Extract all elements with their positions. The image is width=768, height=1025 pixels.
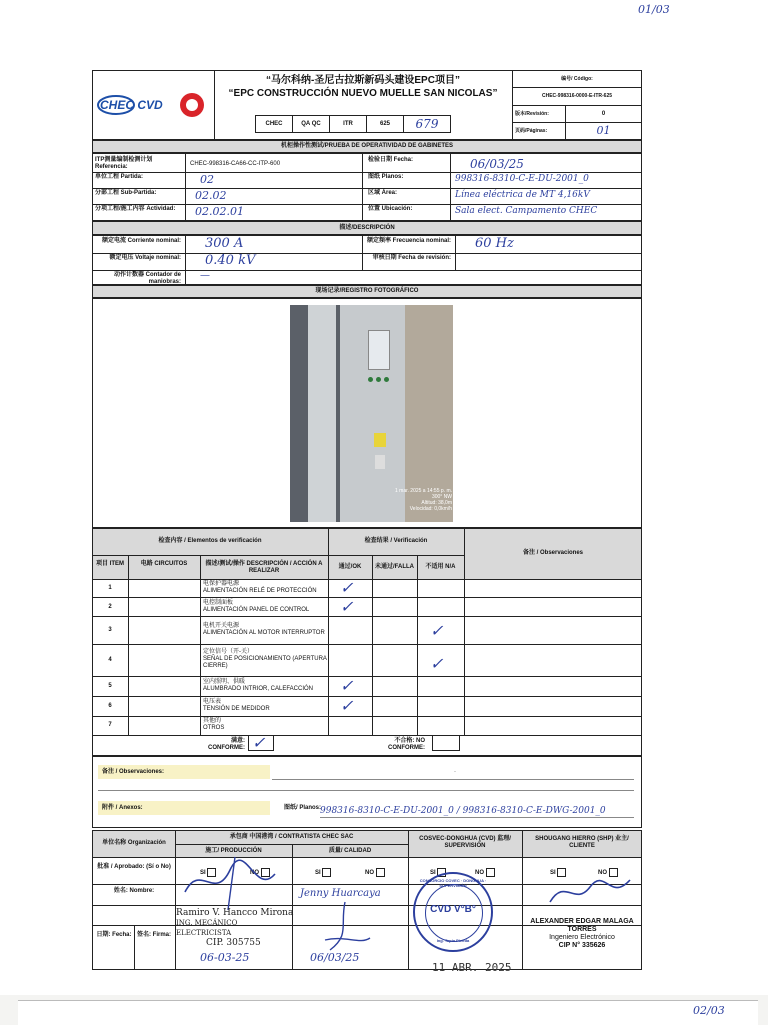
sup-no[interactable]: NO bbox=[475, 868, 495, 877]
cal-signature bbox=[315, 900, 375, 955]
prod-stamp: Ramiro V. Hancco Mirona ING. MECÁNICO ELECTRICISTA CIP. 305755 bbox=[176, 908, 294, 948]
col-desc: 描述/测试/操作 DESCRIPCIÓN / ACCIÓN A REALIZAR bbox=[205, 561, 323, 574]
cli-no[interactable]: NO bbox=[598, 868, 618, 877]
cal-si[interactable]: SI bbox=[315, 868, 331, 877]
contador-label: 动作计数器 Contador de maniobras: bbox=[114, 272, 181, 285]
paginas-label: 页码/Páginas: bbox=[515, 128, 548, 134]
nombre-label: 姓名: Nombre: bbox=[113, 888, 155, 894]
verif-header-mid: 检查结果 / Verificación bbox=[364, 538, 428, 544]
col-falla: 未通过/FALLA bbox=[375, 564, 414, 570]
anexos-label: 附件 / Anexos: bbox=[102, 805, 143, 811]
code-box-chec: CHEC bbox=[255, 115, 293, 133]
area-label: 区域 Área: bbox=[368, 190, 398, 196]
title-cn: “马尔科纳-圣尼古拉斯新码头建设EPC项目” bbox=[266, 75, 460, 86]
planos-value: 998316-8310-C-E-DU-2001_0 bbox=[455, 174, 589, 184]
prod-date: 06-03-25 bbox=[200, 951, 250, 964]
organizacion-label: 单位名称 Organización bbox=[102, 840, 166, 846]
aprobado-label: 批准 / Aprobado: (Sí o No) bbox=[97, 864, 171, 870]
actividad-value: 02.02.01 bbox=[195, 205, 244, 218]
contador-value: — bbox=[200, 270, 210, 281]
no-conforme-box bbox=[432, 735, 460, 751]
produccion-header: 施工/ PRODUCCIÓN bbox=[205, 848, 262, 854]
cliente-header: SHOUGANG HIERRO (SHP) 业主/ CLIENTE bbox=[535, 836, 629, 849]
cli-si[interactable]: SI bbox=[550, 868, 566, 877]
prod-si[interactable]: SI bbox=[200, 868, 216, 877]
row-4-item: 4 bbox=[108, 657, 112, 663]
voltaje-label: 额定电压 Voltaje nominal: bbox=[109, 255, 181, 261]
area-value: Línea eléctrica de MT 4,16kV bbox=[455, 190, 590, 200]
verif-header-left: 检查内容 / Elementos de verificación bbox=[158, 538, 262, 544]
subpartida-label: 分部工程 Sub-Partida: bbox=[95, 190, 157, 196]
corriente-value: 300 A bbox=[205, 236, 244, 251]
subpartida-value: 02.02 bbox=[195, 189, 227, 202]
cabinet-photo bbox=[290, 305, 453, 522]
fecha-sig-label: 日期: Fecha: bbox=[96, 932, 132, 938]
prod-no[interactable]: NO bbox=[250, 868, 270, 877]
frecuencia-value: 60 Hz bbox=[475, 236, 514, 251]
frecuencia-label: 额定频率 Frecuencia nominal: bbox=[366, 238, 451, 244]
row-4-desc: 定位信号（开-关） SEÑAL DE POSICIONAMIENTO (APERTURA CIERRE) bbox=[203, 649, 327, 669]
next-page-number: 02/03 bbox=[693, 1004, 725, 1017]
col-na: 不适用 N/A bbox=[425, 564, 456, 570]
conforme-check: ✓ bbox=[252, 735, 266, 752]
voltaje-value: 0.40 kV bbox=[205, 253, 256, 268]
fecha-label: 检验日期 Fecha: bbox=[368, 157, 414, 163]
code-box-itr: ITR bbox=[330, 115, 367, 133]
row-5-ok-check: ✓ bbox=[340, 678, 354, 695]
descripcion-title: 描述/DESCRIPCIÓN bbox=[339, 225, 395, 231]
fecha-revision-label: 审核日期 Fecha de revisión: bbox=[372, 255, 451, 261]
planos-label: 图纸 Planos: bbox=[368, 174, 404, 180]
anexos-planos-label: 图纸/ Planos: bbox=[284, 805, 322, 811]
referencia-label: ITP测量编制检测计划 Referencia: bbox=[95, 157, 153, 170]
ubicacion-value: Sala elect. Campamento CHEC bbox=[455, 206, 598, 216]
row-3-desc: 电机开关电源 ALIMENTACIÓN AL MOTOR INTERRUPTOR bbox=[203, 623, 325, 636]
fecha-value: 06/03/25 bbox=[470, 157, 524, 171]
revision-value: 0 bbox=[601, 111, 606, 117]
photo-title: 现场记录/REGISTRO FOTOGRÁFICO bbox=[315, 288, 419, 294]
sup-date-stamp: 11 ABR. 2025 bbox=[432, 961, 512, 974]
photo-stamp: 1 mar. 2025 a 14:55 p. m. 300° NW Altitud: 38,0m Velocidad: 0,0km/h bbox=[395, 488, 452, 512]
cal-name: Jenny Huarcaya bbox=[300, 888, 381, 899]
verif-header-obs: 备注 / Observaciones bbox=[522, 550, 584, 556]
conforme-label: 满意: CONFORME: bbox=[208, 738, 245, 751]
row-6-item: 6 bbox=[108, 703, 112, 709]
code-box-qaqc: QA QC bbox=[293, 115, 330, 133]
row-6-desc: 电压表 TENSIÓN DE MEDIDOR bbox=[203, 699, 270, 712]
code-boxes bbox=[255, 115, 451, 133]
code-box-number: 625 bbox=[367, 115, 404, 133]
codigo-label: 编号/ Código: bbox=[561, 76, 593, 82]
row-2-desc: 电控制面板 ALIMENTACIÓN PANEL DE CONTROL bbox=[203, 600, 310, 613]
partida-value: 02 bbox=[200, 173, 214, 186]
referencia-value: CHEC-998316-CA66-CC-ITP-600 bbox=[190, 161, 281, 167]
row-6-ok-check: ✓ bbox=[340, 698, 354, 715]
partida-label: 单位工程 Partida: bbox=[95, 174, 144, 180]
row-3-na-check: ✓ bbox=[430, 623, 444, 640]
no-conforme-label: 不合格: NO CONFORME: bbox=[388, 738, 425, 751]
paginas-value: 01 bbox=[596, 124, 611, 137]
page-number-top: 01/03 bbox=[638, 3, 670, 16]
ubicacion-label: 位置 Ubicación: bbox=[368, 206, 413, 212]
row-2-item: 2 bbox=[108, 604, 112, 610]
row-7-item: 7 bbox=[108, 722, 112, 728]
calidad-header: 质量/ CALIDAD bbox=[328, 848, 372, 854]
code-box-handwritten: 679 bbox=[404, 115, 451, 133]
col-circuitos: 电路 CIRCUITOS bbox=[140, 561, 188, 567]
supervision-header: COSVEC-DONGHUA (CVD) 监理/ SUPERVISIÓN bbox=[419, 836, 511, 849]
contratista-title: 承包商 中国港湾 / CONTRATISTA CHEC SAC bbox=[229, 834, 354, 840]
cal-no[interactable]: NO bbox=[365, 868, 385, 877]
corriente-label: 额定电流 Corriente nominal: bbox=[101, 238, 181, 244]
row-2-ok-check: ✓ bbox=[340, 599, 354, 616]
row-1-ok-check: ✓ bbox=[340, 580, 354, 597]
firma-sig-label: 签名: Firma: bbox=[136, 932, 171, 938]
revision-label: 版本/Revisión: bbox=[515, 111, 549, 117]
row-7-desc: 其他的 OTROS bbox=[203, 718, 225, 731]
row-3-item: 3 bbox=[108, 627, 112, 633]
col-item: 项目 ITEM bbox=[96, 561, 124, 567]
cli-stamp: ALEXANDER EDGAR MALAGA TORRES Ingeniero Electrónico CIP N° 335626 bbox=[530, 918, 634, 949]
row-5-item: 5 bbox=[108, 683, 112, 689]
prod-signature bbox=[180, 852, 280, 912]
cli-signature bbox=[540, 872, 640, 912]
logo-text: CHEC CVD bbox=[100, 98, 163, 112]
form-title: 机柜操作性测试/PRUEBA DE OPERATIVIDAD DE GABINETES bbox=[280, 143, 453, 149]
sup-si[interactable]: SI bbox=[430, 868, 446, 877]
row-4-na-check: ✓ bbox=[430, 656, 444, 673]
observaciones-dot: · bbox=[454, 769, 456, 775]
supervision-stamp: CONSORCIO COVEC · DONGHUA · SUPERVISIÓN CVD V°B° Ing. Tapia Pineda bbox=[413, 872, 493, 952]
codigo-value: CHEC-998316-0000-E-ITR-625 bbox=[541, 93, 613, 99]
row-1-desc: 电保护器电源 ALIMENTACIÓN RELÉ DE PROTECCIÓN bbox=[203, 581, 317, 594]
next-page-strip bbox=[18, 1000, 758, 1025]
company-logo bbox=[96, 88, 212, 122]
row-5-desc: 室内照明、供暖 ALUMBRADO INTRIOR, CALEFACCIÓN bbox=[203, 679, 314, 692]
cal-date: 06/03/25 bbox=[310, 951, 360, 964]
observaciones-label: 备注 / Observaciones: bbox=[102, 769, 165, 775]
col-ok: 通过/OK bbox=[338, 564, 362, 570]
row-1-item: 1 bbox=[108, 585, 112, 591]
title-es: “EPC CONSTRUCCIÓN NUEVO MUELLE SAN NICOLAS” bbox=[228, 88, 498, 99]
anexos-planos-value: 998316-8310-C-E-DU-2001_0 / 998316-8310-C-E-DWG-2001_0 bbox=[320, 806, 606, 816]
actividad-label: 分项工程/施工内容 Actividad: bbox=[95, 206, 176, 212]
